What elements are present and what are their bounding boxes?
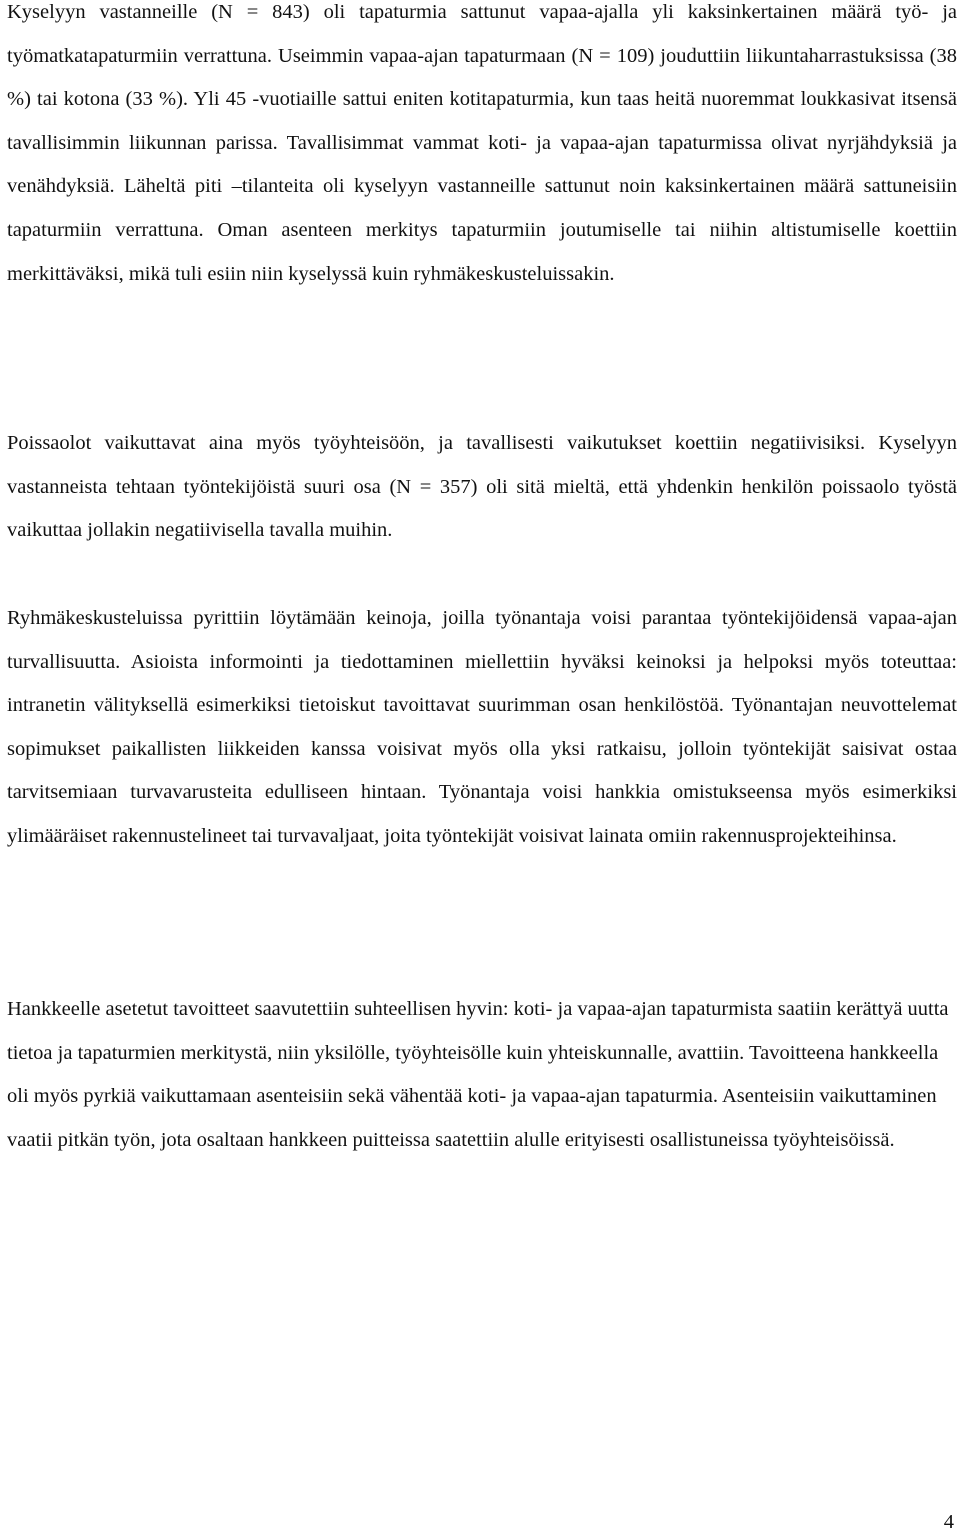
- paragraph-project-goals: Hankkeelle asetetut tavoitteet saavutettiin suhteellisen hyvin: koti- ja vapaa-ajan tapaturmista saatiin kerättyä uutta tietoa ja tapaturmien merkitystä, niin yksilölle, työyhteisölle kuin yhteiskunnalle, avattiin. Tavoitteena hankkeella oli myös pyrkiä vaikuttamaan asenteisiin sekä vähentää koti- ja vapaa-ajan tapaturmia. Asenteisiin vaikuttaminen vaatii pitkän työn, jota osaltaan hankkeen puitteissa saatettiin alulle erityisesti osallistuneissa työyhteisöissä.: [7, 998, 949, 1151]
- paragraph-absences: Poissaolot vaikuttavat aina myös työyhteisöön, ja tavallisesti vaikutukset koettiin negatiivisiksi. Kyselyyn vastanneista tehtaan työntekijöistä suuri osa (N = 357) oli sitä mieltä, että yhdenkin henkilön poissaolo työstä vaikuttaa jollakin negatiivisella tavalla muihin.: [7, 432, 957, 542]
- paragraph-accident-survey: Kyselyyn vastanneille (N = 843) oli tapaturmia sattunut vapaa-ajalla yli kaksinkertainen määrä työ- ja työmatkatapaturmiin verrattuna. Useimmin vapaa-ajan tapaturmaan (N = 109) jouduttiin liikuntaharrastuksissa (38 %) tai kotona (33 %). Yli 45 -vuotiaille sattui eniten kotitapaturmia, kun taas heitä nuoremmat loukkasivat itsensä tavallisimmin liikunnan parissa. Tavallisimmat vammat koti- ja vapaa-ajan tapaturmissa olivat nyrjähdyksiä ja venähdyksiä. Läheltä piti –tilanteita oli kyselyyn vastanneille sattunut noin kaksinkertainen määrä sattuneisiin tapaturmiin verrattuna. Oman asenteen merkitys tapaturmiin joutumiselle tai niihin altistumiselle koettiin merkittäväksi, mikä tuli esiin niin kyselyssä kuin ryhmäkeskusteluissakin.: [7, 1, 957, 285]
- page-number: 4: [943, 1511, 954, 1533]
- paragraph-group-discussions: Ryhmäkeskusteluissa pyrittiin löytämään keinoja, joilla työnantaja voisi parantaa työntekijöidensä vapaa-ajan turvallisuutta. Asioista informointi ja tiedottaminen miellettiin hyväksi keinoksi ja helpoksi myös toteuttaa: intranetin välityksellä esimerkiksi tietoiskut tavoittavat suurimman osan henkilöstöä. Työnantajan neuvottelemat sopimukset paikallisten liikkeiden kanssa voisivat myös olla yksi ratkaisu, jolloin työntekijät saisivat ostaa tarvitsemiaan turvavarusteita edulliseen hintaan. Työnantaja voisi hankkia omistukseensa myös esimerkiksi ylimääräiset rakennustelineet tai turvavaljaat, joita työntekijät voisivat lainata omiin rakennusprojekteihinsa.: [7, 607, 957, 847]
